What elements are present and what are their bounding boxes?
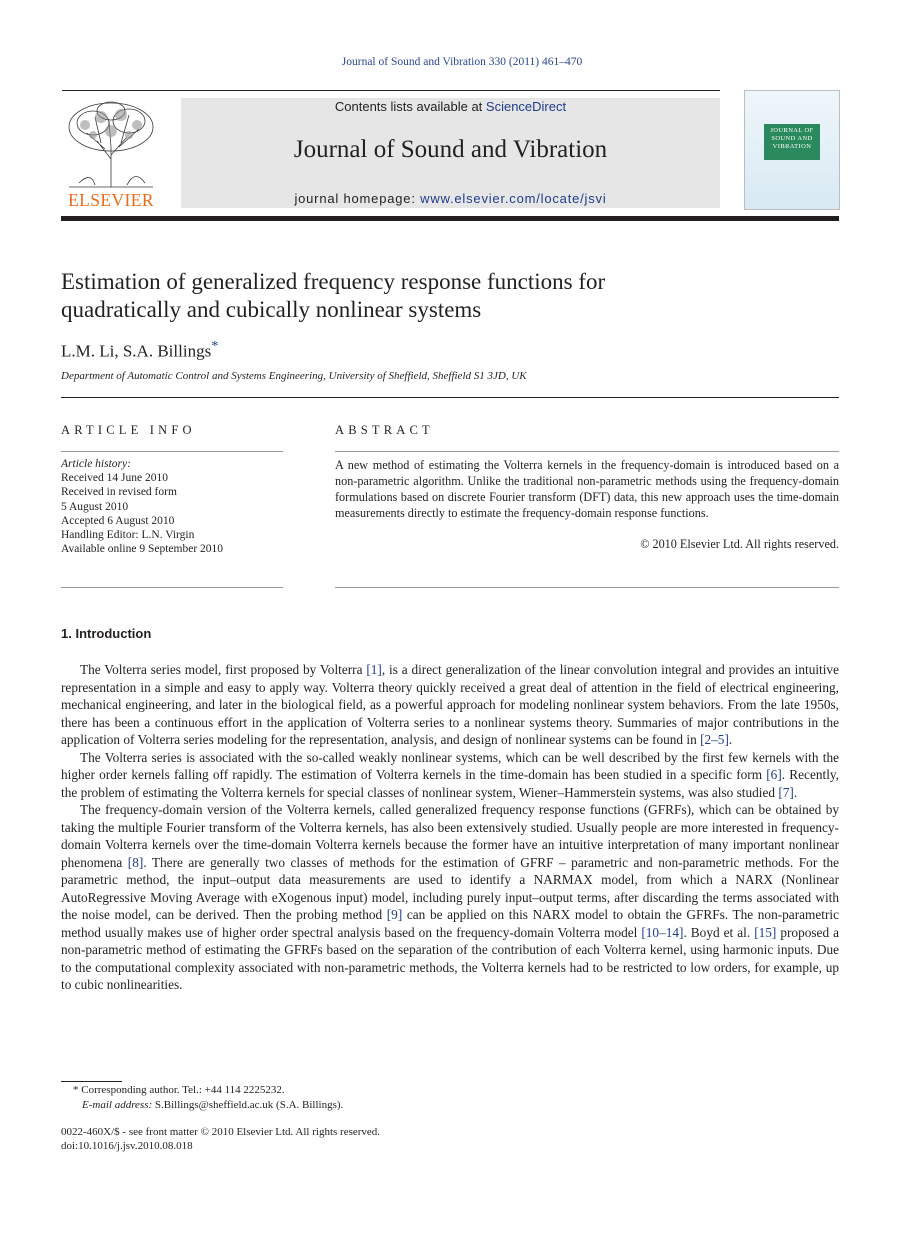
- corresponding-author-mark[interactable]: *: [211, 338, 219, 354]
- history-item: Accepted 6 August 2010: [61, 514, 175, 527]
- doi[interactable]: doi:10.1016/j.jsv.2010.08.018: [61, 1140, 193, 1152]
- front-matter-notice: 0022-460X/$ - see front matter © 2010 Elsevier Ltd. All rights reserved.: [61, 1126, 381, 1138]
- reference-link[interactable]: [10–14]: [641, 924, 684, 940]
- abstract-heading: ABSTRACT: [335, 423, 434, 437]
- email-value[interactable]: S.Billings@sheffield.ac.uk (S.A. Billings).: [152, 1099, 344, 1111]
- history-label: Article history:: [61, 458, 131, 470]
- email-footnote: [82, 1099, 343, 1111]
- intro-text: The Volterra series model, first proposed by Volterra: [80, 662, 367, 677]
- intro-text: .: [728, 732, 733, 747]
- introduction-body: [61, 661, 839, 994]
- author-names: L.M. Li, S.A. Billings: [61, 341, 212, 361]
- header-top-rule: [62, 90, 720, 91]
- article-history: [61, 457, 283, 556]
- contents-available-line: [181, 99, 720, 114]
- abstract-text: A new method of estimating the Volterra kernels in the frequency-domain is introduced based on a non-parametric algorithm. Unlike the traditional non-parametric methods using the frequency-domain formulations based on discrete Fourier transform (DFT) data, this new approach uses the time-domain measurements directly to estimate the frequency-domain response functions.: [335, 458, 839, 520]
- article-title: [61, 268, 821, 324]
- footnote-rule: [61, 1081, 122, 1082]
- cover-title-box: JOURNAL OF SOUND AND VIBRATION: [764, 124, 820, 160]
- history-item: 5 August 2010: [61, 500, 129, 513]
- homepage-link[interactable]: www.elsevier.com/locate/jsvi: [420, 191, 607, 206]
- elsevier-wordmark: ELSEVIER: [68, 190, 154, 210]
- article-info-rule-bottom: [61, 587, 283, 588]
- email-label: E-mail address:: [82, 1099, 153, 1111]
- reference-link[interactable]: [2–5]: [700, 732, 729, 747]
- corresponding-author-footnote: * Corresponding author. Tel.: +44 114 2225232.: [73, 1084, 285, 1096]
- article-title-line-1: Estimation of generalized frequency response functions for: [61, 269, 606, 294]
- intro-text: can be applied on this NARX model to obtain the GFRFs. The non-parametric method usually makes use of higher order spectral analysis based on the frequency-domain Volterra model: [61, 907, 839, 940]
- intro-paragraph-3: [61, 801, 839, 994]
- intro-paragraph-2: [61, 749, 839, 802]
- abstract-copyright: © 2010 Elsevier Ltd. All rights reserved.: [640, 537, 839, 551]
- intro-text: proposed a non-parametric method of estimating the GFRFs based on the separation of the contribution of each Volterra kernel, using harmonic inputs. Due to the computational complexity associated with non-parametric methods, the Volterra kernels had to be restricted to low orders, for example, up to cubic nonlinearities.: [61, 924, 840, 992]
- intro-text: .: [793, 784, 798, 800]
- journal-title: Journal of Sound and Vibration: [293, 136, 608, 163]
- article-title-line-2: quadratically and cubically nonlinear systems: [61, 297, 482, 322]
- reference-link[interactable]: [6]: [766, 767, 782, 782]
- journal-cover-thumbnail[interactable]: [744, 90, 840, 210]
- article-info-heading: ARTICLE INFO: [61, 423, 196, 437]
- author-list: [61, 338, 218, 362]
- article-info-rule-top: [61, 451, 283, 452]
- intro-paragraph-1: [61, 661, 839, 749]
- intro-text: . There are generally two classes of methods for the estimation of GFRF – parametric and non-parametric methods. For the parametric method, the input–output data measurements are used to identify a NARMAX model, from which a NARX (Nonlinear AutoRegressive Moving Average with eXogenous input) model, including purely input–output terms, after discarding the terms associated with the noise model, can be derived. Then the probing method: [61, 854, 839, 922]
- intro-text: , is a direct generalization of the linear convolution integral and provides an intuitive representation in a simple and easy to apply way. Volterra theory quickly received a great deal of attention in the field of electrical engineering, mechanical engineering, and later in the biological field, as a powerful approach for modeling nonlinear system behaviors. From the late 1950s, there has been a continuous effort in the application of Volterra series to a nonlinear systems theory. Summaries of major contributions in the application of Volterra series modeling for the representation, analysis, and design of nonlinear systems can be found in: [61, 662, 839, 747]
- sciencedirect-link[interactable]: ScienceDirect: [485, 99, 567, 114]
- history-item: Handling Editor: L.N. Virgin: [61, 529, 195, 542]
- abstract-rule-top: [335, 451, 839, 452]
- homepage-prefix: journal homepage:: [294, 191, 421, 206]
- abstract-rule-bottom: [335, 587, 839, 588]
- reference-link[interactable]: [9]: [386, 907, 403, 922]
- intro-text: . Boyd et al.: [683, 924, 755, 940]
- introduction-heading: 1. Introduction: [61, 626, 152, 641]
- title-divider: [61, 397, 839, 398]
- contents-prefix: Contents lists available at: [334, 99, 486, 114]
- history-item: Received 14 June 2010: [61, 472, 168, 485]
- journal-homepage-line: [181, 191, 720, 206]
- intro-text: . Recently, the problem of estimating the Volterra kernels for special classes of nonlinear system, Wiener–Hammerstein systems, was also studied: [61, 767, 839, 800]
- journal-citation[interactable]: Journal of Sound and Vibration 330 (2011) 461–470: [341, 56, 583, 68]
- reference-link[interactable]: [8]: [127, 854, 144, 870]
- history-item: Received in revised form: [61, 486, 177, 499]
- reference-link[interactable]: [1]: [366, 662, 382, 677]
- reference-link[interactable]: [15]: [754, 924, 777, 940]
- history-item: Available online 9 September 2010: [61, 543, 224, 556]
- reference-link[interactable]: [7]: [778, 784, 794, 800]
- intro-text: The frequency-domain version of the Volterra kernels, called generalized frequency response functions (GFRFs), which can be obtained by taking the multiple Fourier transform of the Volterra kernels, has also been extensively studied. Usually people are more interested in frequency-domain Volterra kernels over the time-domain Volterra kernels because the former have an intuitive interpretation of many important nonlinear phenomena: [61, 802, 839, 870]
- header-thick-rule: [61, 216, 839, 221]
- author-affiliation: Department of Automatic Control and Systems Engineering, University of Sheffield, Sheffield S1 3JD, UK: [61, 370, 527, 382]
- intro-text: The Volterra series is associated with the so-called weakly nonlinear systems, which can be well described by the first few kernels with the higher order kernels falling off rapidly. The estimation of Volterra kernels in the time-domain has been studied in a specific form: [61, 749, 839, 782]
